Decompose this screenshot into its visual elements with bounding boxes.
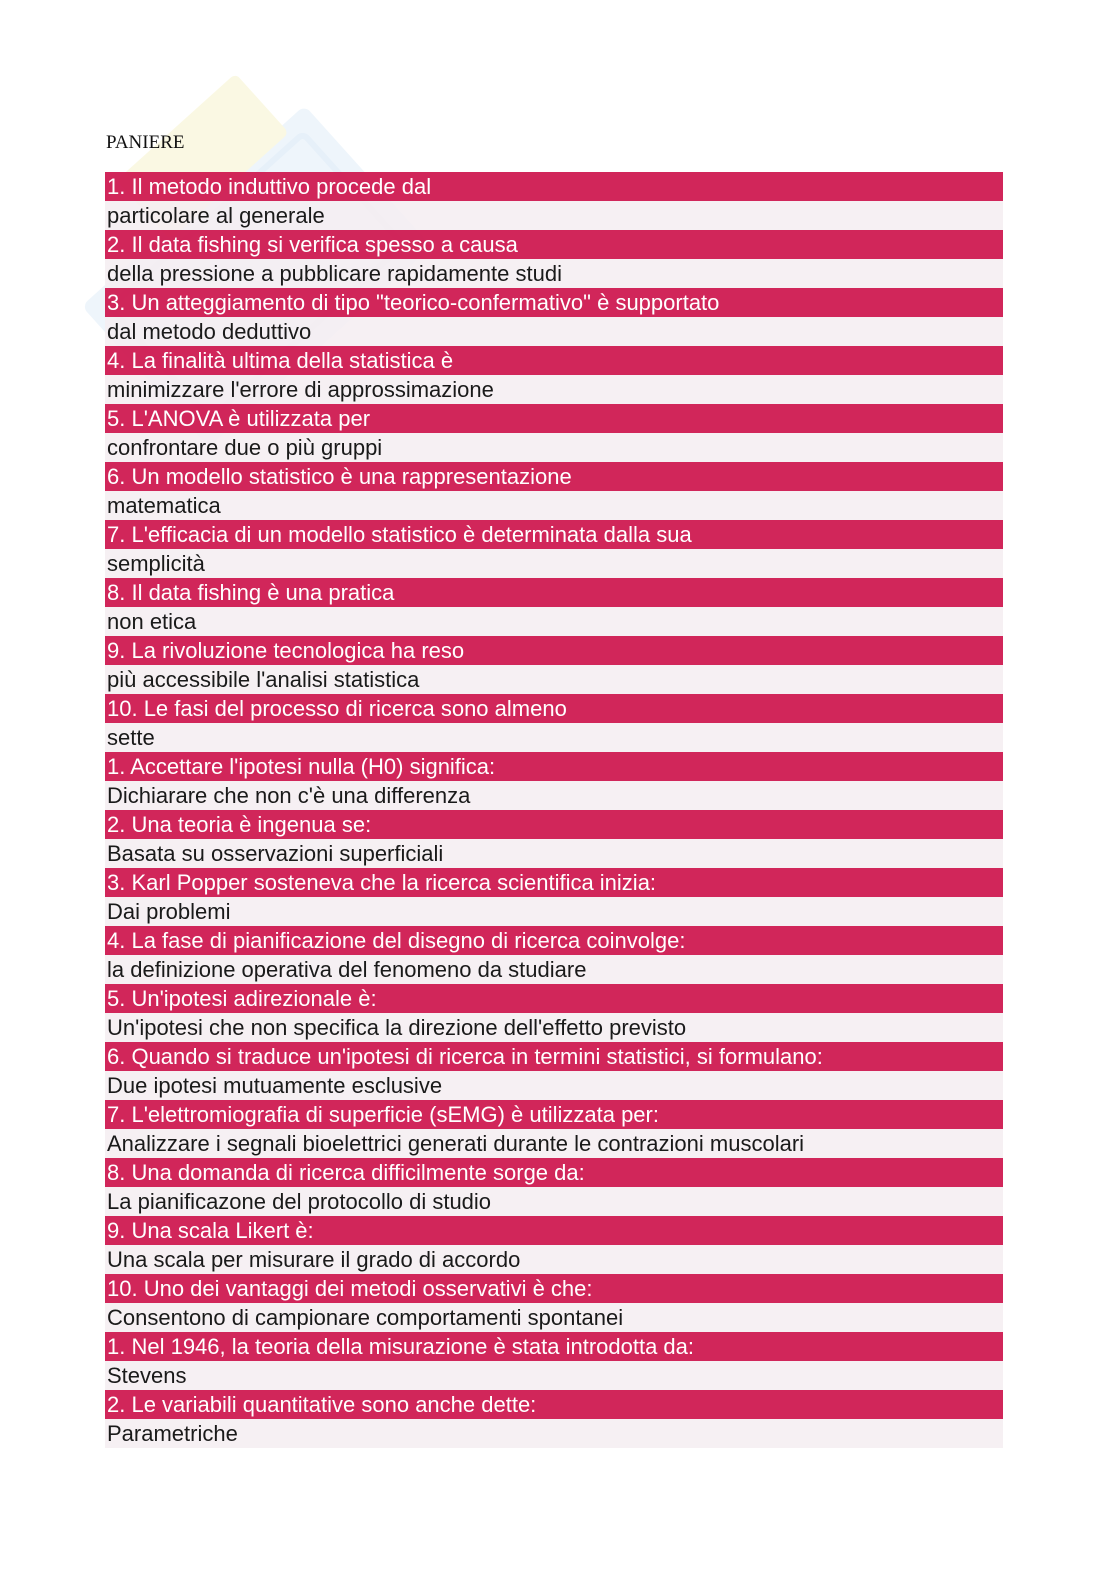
answer-row: più accessibile l'analisi statistica bbox=[105, 665, 1003, 694]
question-row: 2. Una teoria è ingenua se: bbox=[105, 810, 1003, 839]
answer-row: Dichiarare che non c'è una differenza bbox=[105, 781, 1003, 810]
question-row: 4. La finalità ultima della statistica è bbox=[105, 346, 1003, 375]
answer-row: minimizzare l'errore di approssimazione bbox=[105, 375, 1003, 404]
answer-row: matematica bbox=[105, 491, 1003, 520]
answer-row: Una scala per misurare il grado di accordo bbox=[105, 1245, 1003, 1274]
question-row: 3. Karl Popper sosteneva che la ricerca scientifica inizia: bbox=[105, 868, 1003, 897]
question-row: 7. L'efficacia di un modello statistico è determinata dalla sua bbox=[105, 520, 1003, 549]
question-row: 5. L'ANOVA è utilizzata per bbox=[105, 404, 1003, 433]
question-row: 4. La fase di pianificazione del disegno di ricerca coinvolge: bbox=[105, 926, 1003, 955]
question-row: 7. L'elettromiografia di superficie (sEMG) è utilizzata per: bbox=[105, 1100, 1003, 1129]
question-row: 1. Il metodo induttivo procede dal bbox=[105, 172, 1003, 201]
answer-row: Due ipotesi mutuamente esclusive bbox=[105, 1071, 1003, 1100]
question-row: 10. Le fasi del processo di ricerca sono almeno bbox=[105, 694, 1003, 723]
answer-row: sette bbox=[105, 723, 1003, 752]
answer-row: Analizzare i segnali bioelettrici generati durante le contrazioni muscolari bbox=[105, 1129, 1003, 1158]
answer-row: Consentono di campionare comportamenti spontanei bbox=[105, 1303, 1003, 1332]
answer-row: non etica bbox=[105, 607, 1003, 636]
answer-row: Dai problemi bbox=[105, 897, 1003, 926]
question-row: 6. Un modello statistico è una rappresentazione bbox=[105, 462, 1003, 491]
question-row: 2. Le variabili quantitative sono anche dette: bbox=[105, 1390, 1003, 1419]
question-answer-list bbox=[105, 172, 1003, 1448]
question-row: 10. Uno dei vantaggi dei metodi osservativi è che: bbox=[105, 1274, 1003, 1303]
answer-row: Basata su osservazioni superficiali bbox=[105, 839, 1003, 868]
answer-row: Un'ipotesi che non specifica la direzione dell'effetto previsto bbox=[105, 1013, 1003, 1042]
question-row: 6. Quando si traduce un'ipotesi di ricerca in termini statistici, si formulano: bbox=[105, 1042, 1003, 1071]
answer-row: la definizione operativa del fenomeno da studiare bbox=[105, 955, 1003, 984]
question-row: 3. Un atteggiamento di tipo "teorico-confermativo" è supportato bbox=[105, 288, 1003, 317]
answer-row: della pressione a pubblicare rapidamente studi bbox=[105, 259, 1003, 288]
question-row: 8. Il data fishing è una pratica bbox=[105, 578, 1003, 607]
answer-row: semplicità bbox=[105, 549, 1003, 578]
question-row: 8. Una domanda di ricerca difficilmente sorge da: bbox=[105, 1158, 1003, 1187]
question-row: 1. Accettare l'ipotesi nulla (H0) significa: bbox=[105, 752, 1003, 781]
question-row: 2. Il data fishing si verifica spesso a causa bbox=[105, 230, 1003, 259]
answer-row: confrontare due o più gruppi bbox=[105, 433, 1003, 462]
question-row: 9. La rivoluzione tecnologica ha reso bbox=[105, 636, 1003, 665]
answer-row: Stevens bbox=[105, 1361, 1003, 1390]
answer-row: particolare al generale bbox=[105, 201, 1003, 230]
question-row: 1. Nel 1946, la teoria della misurazione è stata introdotta da: bbox=[105, 1332, 1003, 1361]
answer-row: Parametriche bbox=[105, 1419, 1003, 1448]
page-title: PANIERE bbox=[106, 132, 185, 153]
answer-row: dal metodo deduttivo bbox=[105, 317, 1003, 346]
answer-row: La pianificazone del protocollo di studio bbox=[105, 1187, 1003, 1216]
question-row: 9. Una scala Likert è: bbox=[105, 1216, 1003, 1245]
question-row: 5. Un'ipotesi adirezionale è: bbox=[105, 984, 1003, 1013]
